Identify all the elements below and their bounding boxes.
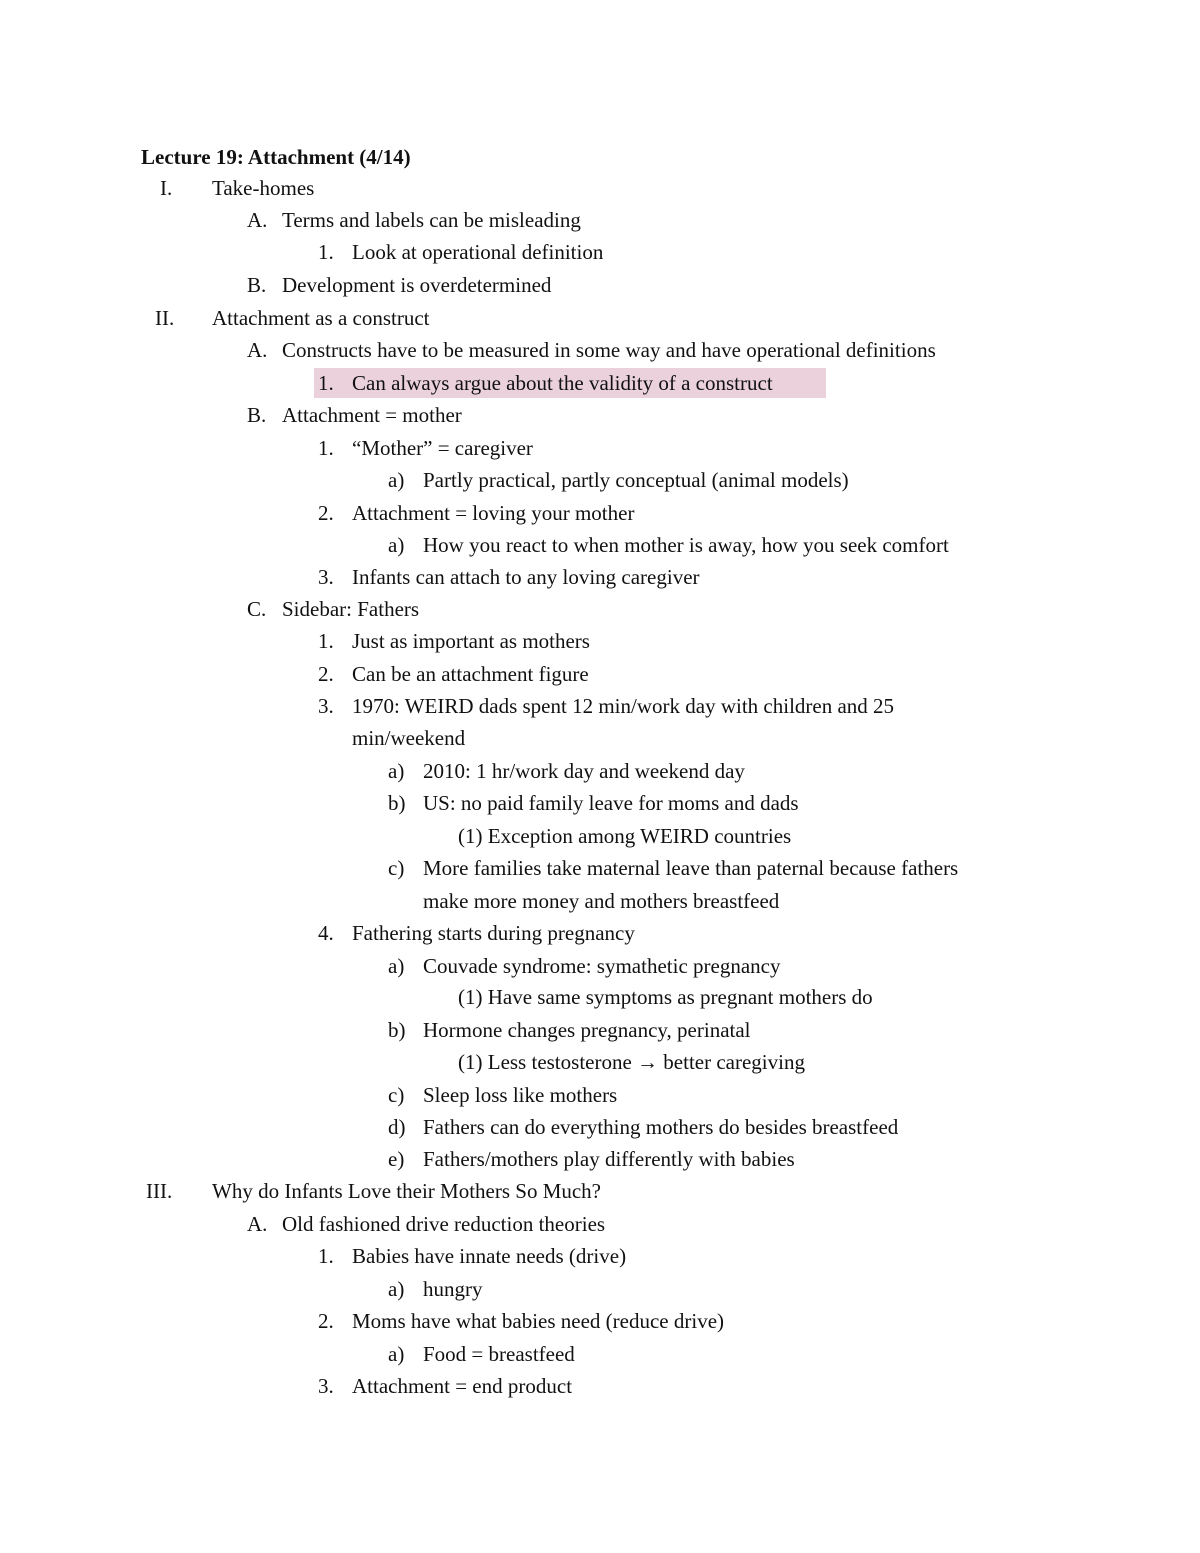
outline-marker: 1. xyxy=(318,629,334,653)
outline-item xyxy=(0,1338,1200,1370)
outline-marker: 4. xyxy=(318,921,334,945)
outline-text: Partly practical, partly conceptual (animal models) xyxy=(423,468,849,492)
outline-text: Can be an attachment figure xyxy=(352,662,589,686)
outline-text: Terms and labels can be misleading xyxy=(282,208,581,232)
outline-marker: B. xyxy=(247,403,267,427)
outline-text: Moms have what babies need (reduce drive) xyxy=(352,1309,725,1333)
outline-item xyxy=(0,1273,1200,1305)
outline-text: Attachment = end product xyxy=(352,1374,573,1398)
outline-text: 1970: WEIRD dads spent 12 min/work day with children and 25 xyxy=(352,694,895,718)
outline-item xyxy=(0,236,1200,268)
outline-item xyxy=(0,464,1200,496)
outline-text: min/weekend xyxy=(352,726,466,750)
outline-text: Constructs have to be measured in some way and have operational definitions xyxy=(282,338,936,362)
outline-item xyxy=(0,722,1200,754)
outline-item xyxy=(0,302,1200,334)
outline-text: make more money and mothers breastfeed xyxy=(423,889,780,913)
outline-text: Babies have innate needs (drive) xyxy=(352,1244,627,1268)
outline-text: Food = breastfeed xyxy=(423,1342,575,1366)
outline-marker: a) xyxy=(388,759,405,783)
outline-item xyxy=(0,1014,1200,1046)
outline-marker: II. xyxy=(155,306,175,330)
outline-item xyxy=(0,981,1200,1013)
outline-marker: 2. xyxy=(318,662,334,686)
outline-item xyxy=(0,561,1200,593)
outline-marker: 1. xyxy=(318,371,334,395)
outline-text: (1) Less testosterone → better caregiving xyxy=(458,1050,805,1074)
outline-text: Attachment = mother xyxy=(282,403,462,427)
outline-item xyxy=(0,625,1200,657)
outline-marker: A. xyxy=(247,208,268,232)
outline-marker: 1. xyxy=(318,240,334,264)
outline-text: Fathering starts during pregnancy xyxy=(352,921,635,945)
outline-item xyxy=(0,1370,1200,1402)
outline-item xyxy=(0,204,1200,236)
outline-marker: a) xyxy=(388,533,405,557)
outline-text: Look at operational definition xyxy=(352,240,604,264)
outline-marker: b) xyxy=(388,1018,406,1042)
outline-item xyxy=(0,172,1200,204)
outline-item xyxy=(0,1143,1200,1175)
outline-item xyxy=(0,787,1200,819)
outline-text: Development is overdetermined xyxy=(282,273,552,297)
outline-item xyxy=(0,1046,1200,1078)
outline-marker: a) xyxy=(388,1277,405,1301)
outline-text: “Mother” = caregiver xyxy=(352,436,533,460)
outline-marker: 1. xyxy=(318,1244,334,1268)
outline-item xyxy=(0,658,1200,690)
outline-item xyxy=(0,497,1200,529)
outline-marker: a) xyxy=(388,468,405,492)
outline-item xyxy=(0,1240,1200,1272)
outline-marker: c) xyxy=(388,1083,405,1107)
outline-marker: I. xyxy=(160,176,173,200)
outline-text: Fathers/mothers play differently with babies xyxy=(423,1147,795,1171)
outline-text: (1) Have same symptoms as pregnant mothers do xyxy=(458,985,873,1009)
outline-item xyxy=(0,1175,1200,1207)
outline-marker: 2. xyxy=(318,1309,334,1333)
outline-marker: e) xyxy=(388,1147,405,1171)
outline-item xyxy=(0,885,1200,917)
outline-text: hungry xyxy=(423,1277,483,1301)
outline-marker: A. xyxy=(247,1212,268,1236)
outline-text: Infants can attach to any loving caregiver xyxy=(352,565,700,589)
outline-item xyxy=(0,852,1200,884)
outline-marker: B. xyxy=(247,273,267,297)
outline-marker: c) xyxy=(388,856,405,880)
outline-item xyxy=(0,1305,1200,1337)
outline-marker: a) xyxy=(388,954,405,978)
outline-marker: III. xyxy=(146,1179,173,1203)
outline-item xyxy=(0,755,1200,787)
outline-item xyxy=(0,269,1200,301)
outline-text: How you react to when mother is away, how you seek comfort xyxy=(423,533,949,557)
outline-text: Just as important as mothers xyxy=(352,629,590,653)
outline-text: Sidebar: Fathers xyxy=(282,597,420,621)
outline-text: Can always argue about the validity of a construct xyxy=(352,371,773,395)
outline-item xyxy=(0,1079,1200,1111)
outline-text: (1) Exception among WEIRD countries xyxy=(458,824,792,848)
outline-text: Take-homes xyxy=(212,176,315,200)
outline-item xyxy=(0,367,1200,399)
page-title: Lecture 19: Attachment (4/14) xyxy=(141,145,411,169)
outline-text: Attachment as a construct xyxy=(212,306,430,330)
outline-item xyxy=(0,529,1200,561)
outline-marker: A. xyxy=(247,338,268,362)
outline-text: Old fashioned drive reduction theories xyxy=(282,1212,606,1236)
outline-marker: 3. xyxy=(318,565,334,589)
outline-marker: a) xyxy=(388,1342,405,1366)
outline-marker: 1. xyxy=(318,436,334,460)
outline-marker: 3. xyxy=(318,694,334,718)
outline-item xyxy=(0,690,1200,722)
outline-marker: C. xyxy=(247,597,267,621)
outline-item xyxy=(0,820,1200,852)
outline-item xyxy=(0,334,1200,366)
outline-item xyxy=(0,1208,1200,1240)
outline-text: US: no paid family leave for moms and dads xyxy=(423,791,799,815)
outline-item xyxy=(0,399,1200,431)
outline-marker: 3. xyxy=(318,1374,334,1398)
outline-item xyxy=(0,1111,1200,1143)
outline-item xyxy=(0,432,1200,464)
outline-text: Why do Infants Love their Mothers So Much? xyxy=(212,1179,602,1203)
outline-item xyxy=(0,950,1200,982)
outline-text: Hormone changes pregnancy, perinatal xyxy=(423,1018,751,1042)
outline-marker: 2. xyxy=(318,501,334,525)
outline-marker: b) xyxy=(388,791,406,815)
outline-marker: d) xyxy=(388,1115,406,1139)
outline-text: Sleep loss like mothers xyxy=(423,1083,618,1107)
outline-text: Couvade syndrome: symathetic pregnancy xyxy=(423,954,781,978)
outline-text: More families take maternal leave than paternal because fathers xyxy=(423,856,959,880)
outline-text: Fathers can do everything mothers do besides breastfeed xyxy=(423,1115,899,1139)
outline-item xyxy=(0,593,1200,625)
outline-text: 2010: 1 hr/work day and weekend day xyxy=(423,759,745,783)
outline-item xyxy=(0,917,1200,949)
outline-text: Attachment = loving your mother xyxy=(352,501,635,525)
